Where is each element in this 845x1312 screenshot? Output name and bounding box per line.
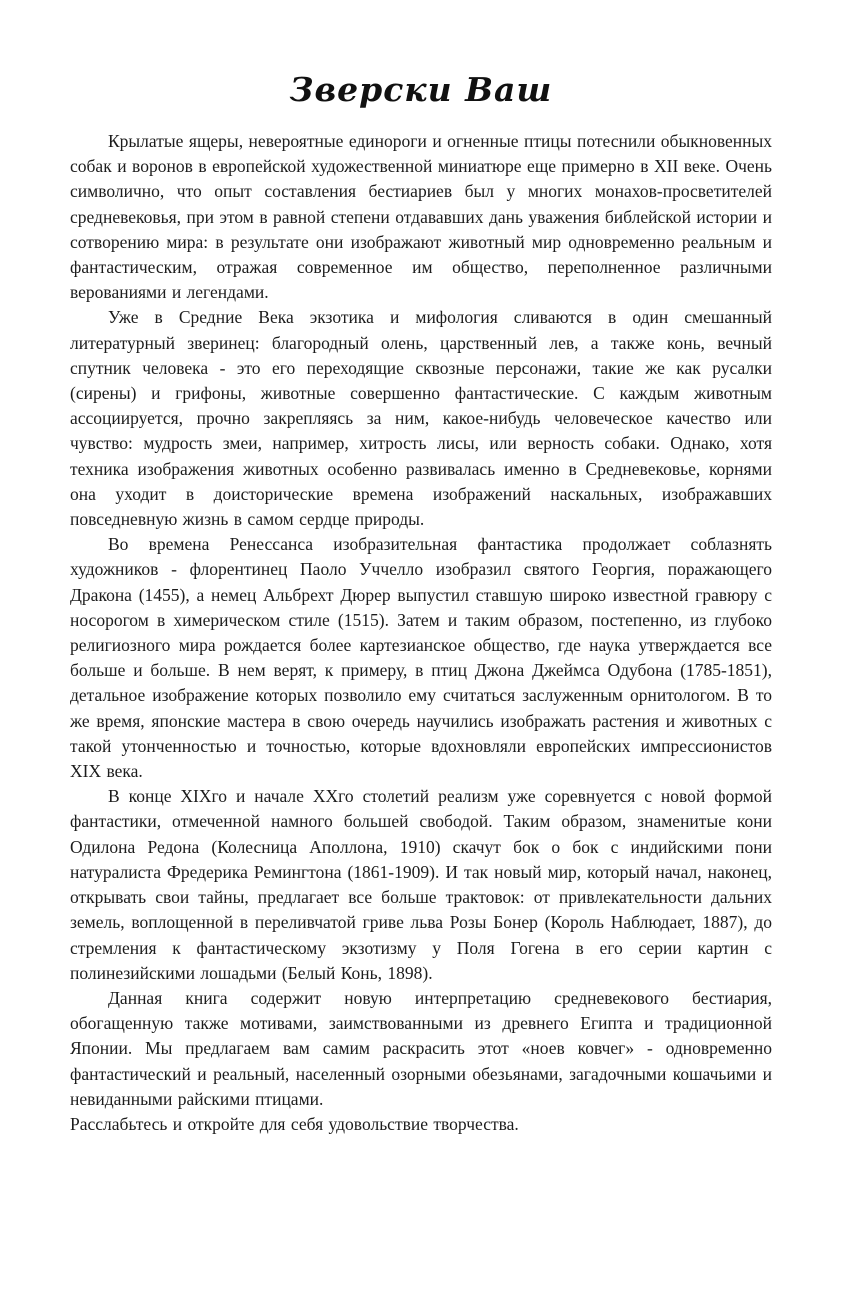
page-title: Зверски Ваш (289, 70, 553, 109)
paragraph-renaissance: Во времена Ренессанса изобразительная фантастика продолжает соблазнять художников - флорентинец Паоло Уччелло изобразил святого Георгия, поражающего Дракона (1455), а немец Альбрехт Дюрер выпустил ставшую широко известной гравюру с носорогом в химерическом стиле (1515). Затем и таким образом, постепенно, из глубоко религиозного мира рождается более картезианское общество, где наука утверждается все больше и больше. В нем верят, к примеру, в птиц Джона Джеймса Одубона (1785-1851), детальное изображение которых позволило ему считаться заслуженным орнитологом. В то же время, японские мастера в свою очередь научились изображать растения и животных с такой утонченностью и точностью, которые вдохновляли европейских импрессионистов XIX века. (70, 534, 772, 782)
paragraph-book-description: Данная книга содержит новую интерпретацию средневекового бестиария, обогащенную также мотивами, заимствованными из древнего Египта и традиционной Японии. Мы предлагаем вам самим раскрасить этот «ноев ковчег» - одновременно фантастический и реальный, населенный озорными обезьянами, загадочными кошачьими и невиданными райскими птицами. (70, 987, 772, 1109)
paragraph-closing-line: Расслабьтесь и откройте для себя удовольствие творчества. (70, 1113, 519, 1134)
paragraph-intro: Крылатые ящеры, невероятные единороги и огненные птицы потеснили обыкновенных собак и воронов в европейской художественной миниатюре еще примерно в XII веке. Очень символично, что опыт составления бестиариев был у многих монахов-просветителей средневековья, при этом в равной степени отдававших дань уважения библейской истории и сотворению мира: в результате они изображают животный мир одновременно реальным и фантастическим, отражая современное им общество, переполненное различными верованиями и легендами. (70, 131, 772, 303)
paragraph-middle-ages: Уже в Средние Века экзотика и мифология сливаются в один смешанный литературный зверинец: благородный олень, царственный лев, а также конь, вечный спутник человека - это его переходящие сквозные персонажи, такие же как русалки (сирены) и грифоны, животные совершенно фантастические. С каждым животным ассоциируется, прочно закрепляясь за ним, какое-нибудь человеческое качество или чувство: мудрость змеи, например, хитрость лисы, или верность собаки. Однако, хотя техника изображения животных особенно развивалась именно в Средневековье, корнями она уходит в доисторические времена изображений наскальных, изображавших повседневную жизнь в самом сердце природы. (70, 307, 772, 530)
paragraph-19th-century: В конце XIXго и начале XXго столетий реализм уже соревнуется с новой формой фантастики, отмеченной намного большей свободой. Таким образом, знаменитые кони Одилона Редона (Колесница Аполлона, 1910) скачут бок о бок с индийскими пони натуралиста Фредерика Ремингтона (1861-1909). И так новый мир, который начал, наконец, открывать свои тайны, предлагает все больше трактовок: от привлекательности дальних земель, воплощенной в переливчатой гриве льва Розы Бонер (Король Наблюдает, 1887), до стремления к фантастическому экзотизму у Поля Гогена в его серии картин с полинезийскими лошадьми (Белый Конь, 1898). (70, 786, 772, 983)
